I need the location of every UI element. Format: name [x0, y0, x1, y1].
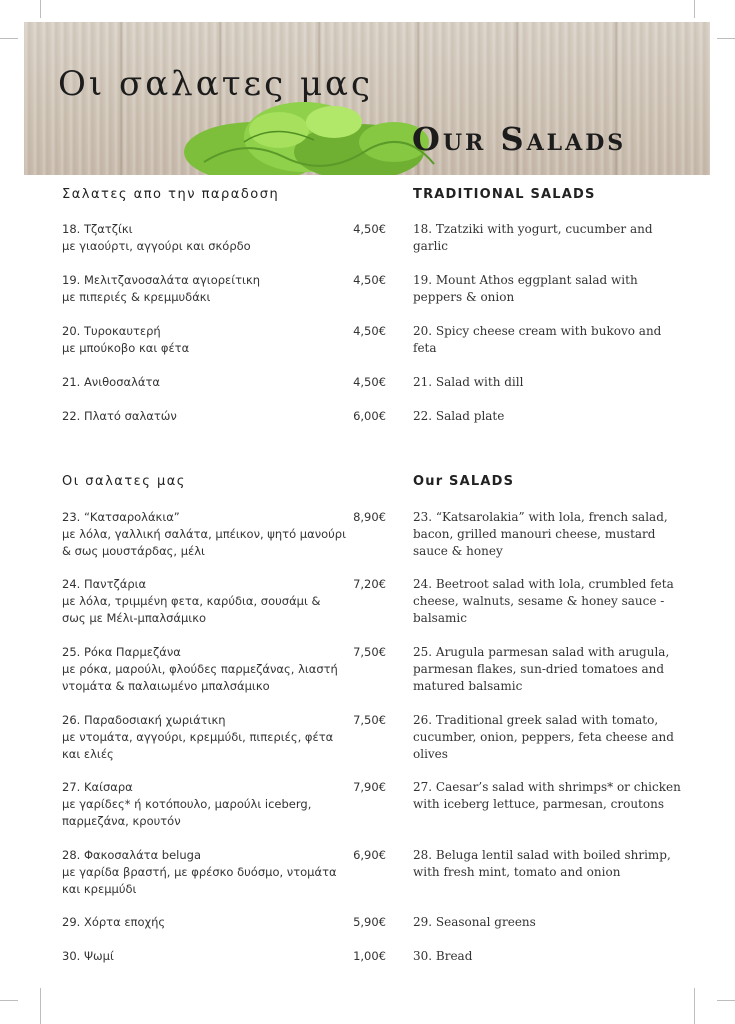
menu-item-greek [62, 948, 347, 965]
item-price: 8,90€ [353, 510, 386, 524]
item-name: 20. Τυροκαυτερή [62, 324, 161, 338]
menu-item-greek [62, 712, 347, 763]
item-name: 26. Παραδοσιακή χωριάτικη [62, 713, 226, 727]
item-price: 4,50€ [353, 273, 386, 287]
crop-mark [694, 988, 695, 1024]
item-price: 4,50€ [353, 324, 386, 338]
menu-item-english: 18. Tzatziki with yogurt, cucumber and garlic [413, 222, 653, 253]
item-name: 28. Φακοσαλάτα beluga [62, 848, 202, 862]
item-name: 21. Ανιθοσαλάτα [62, 375, 160, 389]
menu-item-greek [62, 272, 347, 306]
item-price: 6,00€ [353, 409, 386, 423]
menu-item-english: 27. Caesar’s salad with shrimps* or chicken with iceberg lettuce, parmesan, croutons [413, 780, 681, 811]
item-name: 27. Καίσαρα [62, 780, 133, 794]
menu-item-greek [62, 408, 347, 425]
menu-item-english: 26. Traditional greek salad with tomato, cucumber, onion, peppers, feta cheese and olives [413, 713, 674, 761]
menu-item-english: 22. Salad plate [413, 409, 505, 423]
item-price: 7,50€ [353, 645, 386, 659]
page-title-english: Our Salads [412, 120, 627, 158]
item-price: 7,50€ [353, 713, 386, 727]
crop-mark [717, 38, 735, 39]
item-name: 22. Πλατό σαλατών [62, 409, 177, 423]
item-description: με λόλα, τριμμένη φετα, καρύδια, σουσάμι & σως με Μέλι-μπαλσάμικο [62, 594, 321, 625]
menu-item-english: 20. Spicy cheese cream with bukovo and feta [413, 324, 662, 355]
menu-item-greek [62, 644, 347, 695]
item-name: 18. Τζατζίκι [62, 222, 133, 236]
crop-mark [0, 1000, 18, 1001]
item-description: με λόλα, γαλλική σαλάτα, μπέικον, ψητό μανούρι & σως μουστάρδας, μέλι [62, 527, 346, 558]
menu-item-english: 23. “Katsarolakia” with lola, french salad, bacon, grilled manouri cheese, mustard sauce & honey [413, 510, 668, 558]
item-price: 7,90€ [353, 780, 386, 794]
item-name: 30. Ψωμί [62, 949, 114, 963]
header-banner [24, 22, 710, 175]
item-price: 5,90€ [353, 915, 386, 929]
menu-item-greek [62, 779, 347, 830]
crop-mark [40, 988, 41, 1024]
section-heading-english: Our SALADS [413, 474, 515, 489]
item-description: με μπούκοβο και φέτα [62, 341, 190, 355]
item-price: 6,90€ [353, 848, 386, 862]
section-heading-greek: Οι σαλατες μας [62, 474, 186, 489]
page-title-greek: Οι σαλατες μας [58, 64, 374, 104]
menu-item-greek [62, 847, 347, 898]
menu-item-english: 19. Mount Athos eggplant salad with peppers & onion [413, 273, 638, 304]
crop-mark [694, 0, 695, 18]
item-name: 23. “Κατσαρολάκια” [62, 510, 180, 524]
item-price: 1,00€ [353, 949, 386, 963]
menu-item-greek [62, 576, 347, 627]
item-price: 4,50€ [353, 222, 386, 236]
item-description: με γαρίδες* ή κοτόπουλο, μαρούλι iceberg, παρμεζάνα, κρουτόν [62, 797, 312, 828]
item-description: με γαρίδα βραστή, με φρέσκο δυόσμο, ντομάτα και κρεμμύδι [62, 865, 337, 896]
menu-item-greek [62, 509, 347, 560]
crop-mark [0, 38, 18, 39]
menu-item-english: 21. Salad with dill [413, 375, 524, 389]
section-heading-english: TRADITIONAL SALADS [413, 187, 596, 202]
item-name: 25. Ρόκα Παρμεζάνα [62, 645, 181, 659]
item-price: 7,20€ [353, 577, 386, 591]
item-name: 19. Μελιτζανοσαλάτα αγιορείτικη [62, 273, 261, 287]
item-description: με γιαούρτι, αγγούρι και σκόρδο [62, 239, 251, 253]
menu-item-greek [62, 323, 347, 357]
menu-item-english: 25. Arugula parmesan salad with arugula, parmesan flakes, sun-dried tomatoes and matured balsamic [413, 645, 670, 693]
menu-item-greek [62, 374, 347, 391]
item-name: 24. Παντζάρια [62, 577, 147, 591]
crop-mark [40, 0, 41, 18]
crop-mark [717, 1000, 735, 1001]
menu-item-english: 29. Seasonal greens [413, 915, 536, 929]
menu-item-english: 28. Beluga lentil salad with boiled shrimp, with fresh mint, tomato and onion [413, 848, 671, 879]
item-description: με ρόκα, μαρούλι, φλούδες παρμεζάνας, λιαστή ντομάτα & παλαιωμένο μπαλσάμικο [62, 662, 338, 693]
item-name: 29. Χόρτα εποχής [62, 915, 166, 929]
menu-item-greek [62, 914, 347, 931]
menu-item-greek [62, 221, 347, 255]
item-description: με ντομάτα, αγγούρι, κρεμμύδι, πιπεριές, φέτα και ελιές [62, 730, 334, 761]
item-price: 4,50€ [353, 375, 386, 389]
section-heading-greek: Σαλατες απο την παραδοση [62, 187, 280, 202]
menu-item-english: 24. Beetroot salad with lola, crumbled feta cheese, walnuts, sesame & honey sauce - balsamic [413, 577, 674, 625]
menu-item-english: 30. Bread [413, 949, 473, 963]
item-description: με πιπεριές & κρεμμυδάκι [62, 290, 211, 304]
